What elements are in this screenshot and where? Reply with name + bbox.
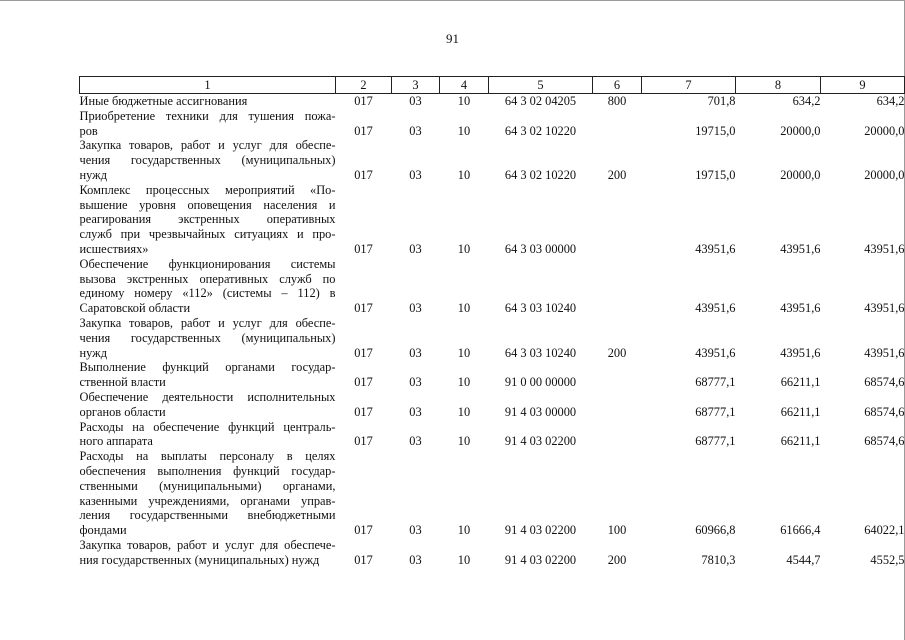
target-item-cell: 64 3 02 04205 (504, 94, 577, 108)
table-row (80, 94, 905, 109)
amount-year3-cell: 20000,0 (864, 123, 905, 138)
target-item-cell: 91 4 03 02200 (504, 434, 577, 449)
amount-year1-cell: 68777,1 (695, 404, 736, 419)
amount-year2-cell: 634,2 (792, 94, 821, 108)
table-row (80, 420, 905, 450)
target-item-cell: 91 4 03 02200 (504, 523, 577, 538)
target-item-cell: 91 0 00 00000 (504, 375, 577, 390)
header-col-5: 5 (489, 77, 593, 94)
expense-name-cell (80, 257, 336, 316)
header-col-7: 7 (642, 77, 736, 94)
subsection-code-cell: 10 (457, 434, 471, 449)
expense-name-cell (80, 390, 336, 420)
subsection-code-cell: 10 (457, 167, 471, 182)
expense-name-cell (80, 94, 336, 109)
expense-name-line: вызова экстренных оперативных служб по (79, 271, 336, 286)
subsection-code-cell: 10 (457, 375, 471, 390)
ministry-code-cell: 017 (354, 404, 373, 419)
amount-year3-cell: 43951,6 (864, 345, 905, 360)
expense-name-line: ния государственных (муниципальных) нужд (79, 552, 320, 567)
expense-name-line: вышение уровня оповещения населения и (79, 197, 336, 212)
expense-type-cell (593, 420, 642, 450)
expense-name-line: Саратовской области (79, 301, 191, 316)
section-code-cell: 03 (409, 301, 422, 316)
section-code-cell: 03 (409, 94, 422, 108)
expense-type-cell (593, 390, 642, 420)
expense-name-cell (80, 360, 336, 390)
header-col-2: 2 (336, 77, 392, 94)
amount-year1-cell: 43951,6 (695, 241, 736, 256)
table-row (80, 449, 905, 538)
expense-name-line: Выполнение функций органами государ- (79, 360, 336, 375)
ministry-code-cell: 017 (354, 167, 373, 182)
amount-year2-cell: 43951,6 (780, 301, 821, 316)
amount-year1-cell: 68777,1 (695, 434, 736, 449)
expense-name-line: Закупка товаров, работ и услуг для обеспе- (79, 315, 336, 330)
ministry-code-cell: 017 (354, 375, 373, 390)
amount-year3-cell: 68574,6 (864, 404, 905, 419)
subsection-code-cell: 10 (457, 241, 471, 256)
page-edge-top (0, 0, 905, 1)
ministry-code-cell: 017 (354, 94, 373, 108)
subsection-code-cell: 10 (457, 301, 471, 316)
header-col-6: 6 (593, 77, 642, 94)
amount-year2-cell: 66211,1 (780, 434, 821, 449)
amount-year2-cell: 66211,1 (780, 375, 821, 390)
expense-name-line: нужд (79, 167, 108, 182)
expense-name-line: Обеспечение деятельности исполнительных (79, 389, 336, 404)
target-item-cell: 64 3 02 10220 (504, 167, 577, 182)
ministry-code-cell: 017 (354, 434, 373, 449)
subsection-code-cell: 10 (457, 552, 471, 567)
section-code-cell: 03 (409, 123, 422, 138)
header-col-9: 9 (821, 77, 905, 94)
subsection-code-cell: 10 (457, 523, 471, 538)
expense-type-cell: 200 (607, 167, 627, 182)
amount-year1-cell: 19715,0 (695, 167, 736, 182)
subsection-code-cell: 10 (457, 94, 471, 108)
expense-type-cell (593, 257, 642, 316)
table-row (80, 257, 905, 316)
expense-name-cell (80, 449, 336, 538)
header-col-3: 3 (392, 77, 440, 94)
expense-name-line: Комплекс процессных мероприятий «По- (79, 182, 336, 197)
expense-name-line: ственными (муниципальными) органами, (79, 478, 336, 493)
table-body (80, 94, 905, 568)
amount-year3-cell: 68574,6 (864, 375, 905, 390)
expense-name-line: исшествиях» (79, 241, 149, 256)
expense-name-line: Расходы на выплаты персоналу в целях (79, 449, 336, 464)
table-row (80, 138, 905, 182)
ministry-code-cell: 017 (354, 123, 373, 138)
ministry-code-cell: 017 (354, 523, 373, 538)
amount-year2-cell: 43951,6 (780, 345, 821, 360)
table-row (80, 360, 905, 390)
expense-type-cell: 800 (607, 94, 627, 108)
amount-year2-cell: 4544,7 (786, 552, 821, 567)
amount-year3-cell: 68574,6 (864, 434, 905, 449)
section-code-cell: 03 (409, 167, 422, 182)
expense-name-line: чения государственных (муниципальных) (79, 330, 336, 345)
expense-name-line: фондами (79, 523, 127, 538)
expense-name-cell (80, 316, 336, 360)
expense-name-cell (80, 420, 336, 450)
amount-year1-cell: 60966,8 (695, 523, 736, 538)
expense-name-line: Расходы на обеспечение функций централь- (79, 419, 336, 434)
table-row (80, 316, 905, 360)
budget-table (79, 76, 905, 568)
amount-year3-cell: 64022,1 (864, 523, 905, 538)
subsection-code-cell: 10 (457, 123, 471, 138)
page-number: 91 (446, 31, 459, 46)
expense-name-line: Иные бюджетные ассигнования (79, 94, 248, 108)
section-code-cell: 03 (409, 523, 422, 538)
expense-type-cell: 200 (607, 552, 627, 567)
expense-name-line: ного аппарата (79, 434, 153, 449)
expense-name-line: ления государственными внебюджетными (79, 508, 336, 523)
expense-name-cell (80, 538, 336, 568)
amount-year1-cell: 19715,0 (695, 123, 736, 138)
section-code-cell: 03 (409, 345, 422, 360)
amount-year3-cell: 20000,0 (864, 167, 905, 182)
amount-year1-cell: 43951,6 (695, 345, 736, 360)
target-item-cell: 91 4 03 02200 (504, 552, 577, 567)
expense-type-cell: 100 (607, 523, 627, 538)
expense-name-line: обеспечения выполнения функций государ- (79, 463, 336, 478)
amount-year2-cell: 43951,6 (780, 241, 821, 256)
header-col-4: 4 (440, 77, 489, 94)
table-header (80, 77, 905, 94)
expense-type-cell (593, 183, 642, 257)
amount-year3-cell: 43951,6 (864, 301, 905, 316)
expense-name-line: чения государственных (муниципальных) (79, 153, 336, 168)
section-code-cell: 03 (409, 241, 422, 256)
ministry-code-cell: 017 (354, 301, 373, 316)
expense-type-cell (593, 360, 642, 390)
target-item-cell: 64 3 03 10240 (504, 301, 577, 316)
expense-name-line: органов области (79, 404, 166, 419)
table-row (80, 538, 905, 568)
section-code-cell: 03 (409, 404, 422, 419)
expense-name-cell (80, 109, 336, 139)
expense-name-line: казенными учреждениями, органами управ- (79, 493, 336, 508)
target-item-cell: 91 4 03 00000 (504, 404, 577, 419)
expense-name-line: единому номеру «112» (системы – 112) в (79, 286, 336, 301)
expense-name-line: ственной власти (79, 375, 166, 390)
subsection-code-cell: 10 (457, 345, 471, 360)
amount-year2-cell: 66211,1 (780, 404, 821, 419)
expense-name-line: служб при чрезвычайных ситуациях и про- (79, 227, 336, 242)
amount-year3-cell: 634,2 (876, 94, 905, 108)
expense-name-line: нужд (79, 345, 108, 360)
ministry-code-cell: 017 (354, 552, 373, 567)
expense-name-line: ров (79, 123, 98, 138)
section-code-cell: 03 (409, 375, 422, 390)
ministry-code-cell: 017 (354, 241, 373, 256)
table-row (80, 183, 905, 257)
amount-year2-cell: 61666,4 (780, 523, 821, 538)
header-col-1: 1 (80, 77, 336, 94)
amount-year2-cell: 20000,0 (780, 123, 821, 138)
header-row (80, 77, 905, 94)
target-item-cell: 64 3 03 00000 (504, 241, 577, 256)
expense-name-line: Приобретение техники для тушения пожа- (79, 108, 336, 123)
amount-year2-cell: 20000,0 (780, 167, 821, 182)
section-code-cell: 03 (409, 434, 422, 449)
table-row (80, 109, 905, 139)
target-item-cell: 64 3 03 10240 (504, 345, 577, 360)
expense-type-cell: 200 (607, 345, 627, 360)
amount-year1-cell: 68777,1 (695, 375, 736, 390)
target-item-cell: 64 3 02 10220 (504, 123, 577, 138)
amount-year3-cell: 43951,6 (864, 241, 905, 256)
amount-year1-cell: 7810,3 (701, 552, 736, 567)
table-row (80, 390, 905, 420)
expense-name-cell (80, 138, 336, 182)
header-col-8: 8 (736, 77, 821, 94)
expense-name-line: реагирования экстренных оперативных (79, 212, 336, 227)
amount-year1-cell: 43951,6 (695, 301, 736, 316)
amount-year1-cell: 701,8 (707, 94, 736, 108)
section-code-cell: 03 (409, 552, 422, 567)
expense-type-cell (593, 109, 642, 139)
expense-name-line: Обеспечение функционирования системы (79, 256, 336, 271)
ministry-code-cell: 017 (354, 345, 373, 360)
expense-name-line: Закупка товаров, работ и услуг для обеспе- (79, 138, 336, 153)
expense-name-cell (80, 183, 336, 257)
expense-name-line: Закупка товаров, работ и услуг для обеспече- (79, 537, 336, 552)
amount-year3-cell: 4552,5 (870, 552, 905, 567)
subsection-code-cell: 10 (457, 404, 471, 419)
